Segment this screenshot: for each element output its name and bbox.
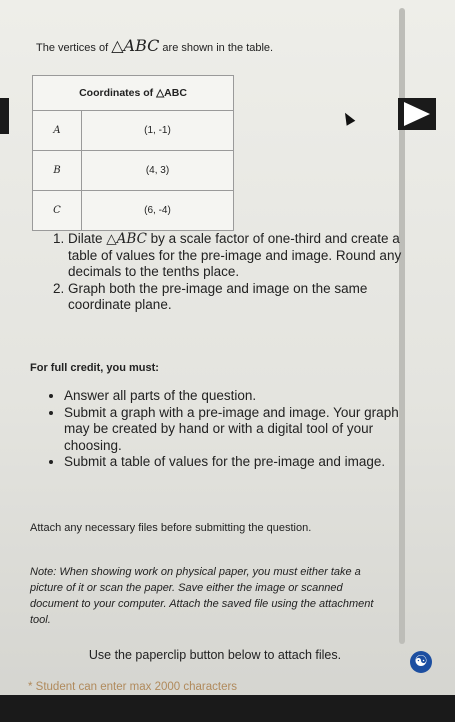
attach-instruction: Attach any necessary files before submitting the question. xyxy=(30,522,312,534)
vertex-value: (4, 3) xyxy=(82,151,234,191)
list-item: • Submit a table of values for the pre-image and image. xyxy=(64,454,404,471)
table-row xyxy=(33,111,234,151)
play-button[interactable] xyxy=(398,98,436,130)
requirements-list xyxy=(46,388,404,471)
intro-triangle: △ABC xyxy=(111,36,160,55)
instruction-text: by a scale factor of one-third and create a table of values for the pre-image and image. Round any decimals to the tenths place. xyxy=(68,231,402,279)
bottom-bar xyxy=(0,695,455,722)
accessibility-icon[interactable]: ☯ xyxy=(410,651,432,673)
intro-text xyxy=(36,36,273,55)
instruction-text: Dilate xyxy=(68,231,107,246)
vertex-label: C xyxy=(33,191,82,231)
play-arrow-icon xyxy=(404,102,430,126)
instruction-list xyxy=(48,231,413,314)
instruction-item: 2. Graph both the pre-image and image on the same coordinate plane. xyxy=(68,281,413,314)
credit-heading: For full credit, you must: xyxy=(30,362,159,374)
list-item: • Answer all parts of the question. xyxy=(64,388,404,405)
vertex-value: (1, -1) xyxy=(82,111,234,151)
mouse-cursor-icon xyxy=(341,110,356,125)
vertex-label: A xyxy=(33,111,82,151)
coordinates-table xyxy=(32,75,234,231)
table-header: Coordinates of △ABC xyxy=(33,76,234,111)
character-limit-warning: * Student can enter max 2000 characters xyxy=(28,681,238,693)
instruction-triangle: △ABC xyxy=(106,231,147,247)
vertex-label: B xyxy=(33,151,82,191)
table-row xyxy=(33,191,234,231)
intro-suffix: are shown in the table. xyxy=(159,42,274,54)
side-tab[interactable] xyxy=(0,98,9,134)
list-item: • Submit a graph with a pre-image and image. Your graph may be created by hand or with a digital tool of your choosing. xyxy=(64,405,404,455)
vertex-value: (6, -4) xyxy=(82,191,234,231)
table-row xyxy=(33,151,234,191)
note-text: Note: When showing work on physical paper, you must either take a picture of it or scan the paper. Save either the image or scanned document to your computer. Attach the saved file using the attachment tool. xyxy=(30,566,374,626)
table-header-row xyxy=(33,76,234,111)
instruction-item xyxy=(68,231,413,281)
paperclip-instruction: Use the paperclip button below to attach files. xyxy=(88,648,342,662)
intro-prefix: The vertices of xyxy=(36,42,112,54)
